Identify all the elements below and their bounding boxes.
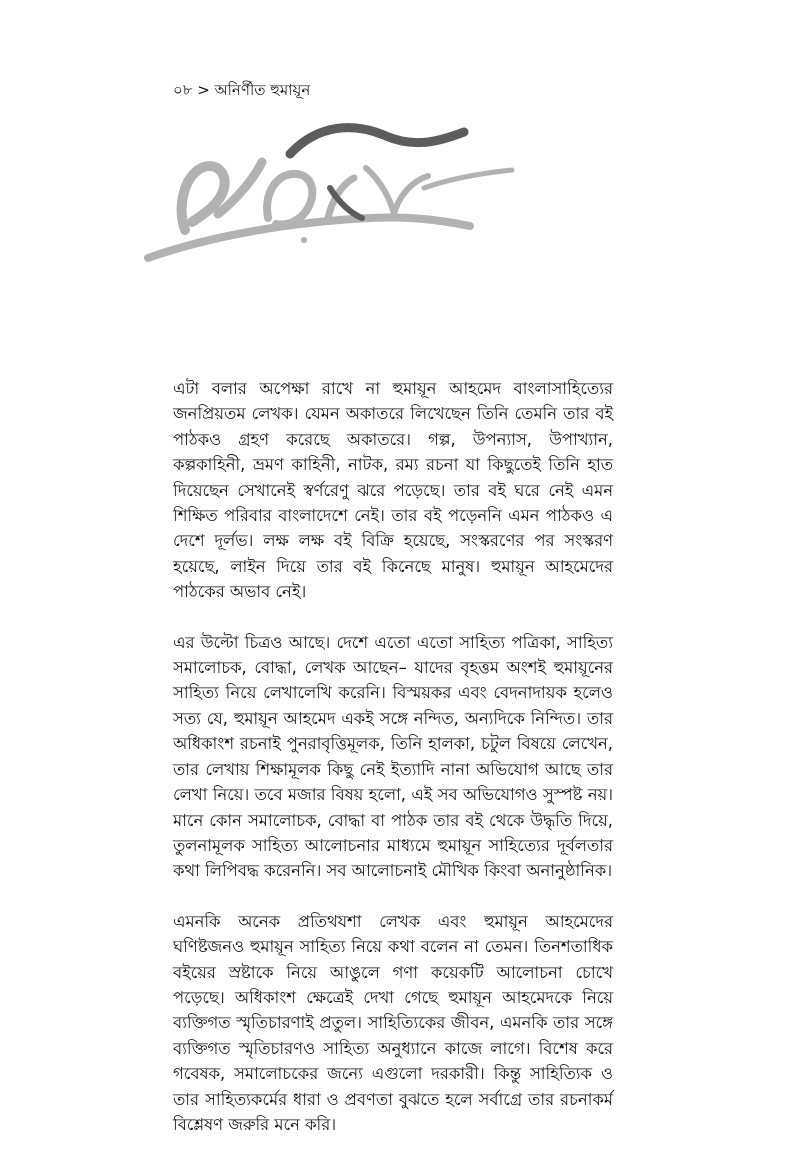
calligraphy-stroke-5 xyxy=(366,168,428,214)
paragraph-2: এর উল্টো চিত্রও আছে। দেশে এতো এতো সাহিত্য পত্রিকা, সাহিত্য সমালোচক, বোদ্ধা, লেখক আছেন– যাদের বৃহত্তম অংশই হুমায়ূনের সাহিত্য নিয়ে লেখালেখি করেনি। বিস্ময়কর এবং বেদনাদায়ক হলেও সত্য যে, হুমায়ূন আহমেদ একই সঙ্গে নন্দিত, অন্যদিকে নিন্দিত। তার অধিকাংশ রচনাই পুনরাবৃত্তিমূলক, তিনি হালকা, চটুল বিষয়ে লেখেন, তার লেখায় শিক্ষামূলক কিছু নেই ইত্যাদি নানা অভিযোগ আছে তার লেখা নিয়ে। তবে মজার বিষয় হলো, এই সব অভিযোগও সুস্পষ্ট নয়। মানে কোন সমালোচক, বোদ্ধা বা পাঠক তার বই থেকে উদ্ধৃতি দিয়ে, তুলনামূলক সাহিত্য আলোচনার মাধ্যমে হুমায়ূন সাহিত্যের দূর্বলতার কথা লিপিবদ্ধ করেননি। সব আলোচনাই মৌখিক কিংবা অনানুষ্ঠানিক। xyxy=(173,632,613,881)
paragraph-1: এটা বলার অপেক্ষা রাখে না হুমায়ূন আহমেদ বাংলাসাহিত্যের জনপ্রিয়তম লেখক। যেমন অকাতরে লিখেছেন তিনি তেমনি তার বই পাঠকও গ্রহণ করেছে অকাতরে। গল্প, উপন্যাস, উপাখ্যান, কল্পকাহিনী, ভ্রমণ কাহিনী, নাটক, রম্য রচনা যা কিছুতেই তিনি হাত দিয়েছেন সেখানেই স্বর্ণরেণু ঝরে পড়েছে। তার বই ঘরে নেই এমন শিক্ষিত পরিবার বাংলাদেশে নেই। তার বই পড়েননি এমন পাঠকও এ দেশে দূর্লভ। লক্ষ লক্ষ বই বিক্রি হয়েছে, সংস্করণের পর সংস্করণ হয়েছে, লাইন দিয়ে তার বই কিনেছে মানুষ। হুমায়ূন আহমেদের পাঠকের অভাব নেই। xyxy=(173,379,613,602)
body-text xyxy=(173,376,613,1162)
paragraph-3: এমনকি অনেক প্রতিথযশা লেখক এবং হুমায়ূন আহমেদের ঘণিষ্টজনও হুমায়ূন সাহিত্য নিয়ে কথা বলেন না তেমন। তিনশতাধিক বইয়ের স্রষ্টাকে নিয়ে আঙুলে গণা কয়েকটি আলোচনা চোখে পড়েছে। অধিকাংশ ক্ষেত্রেই দেখা গেছে হুমায়ূন আহমেদকে নিয়ে ব্যক্তিগত স্মৃতিচারণাই প্রতুল। সাহিত্যিকের জীবন, এমনকি তার সঙ্গে ব্যক্তিগত স্মৃতিচারণও সাহিত্য অনুধ্যানে কাজে লাগে। বিশেষ করে গবেষক, সমালোচকের জন্যে এগুলো দরকারী। কিন্তু সাহিত্যিক ও তার সাহিত্যকর্মের ধারা ও প্রবণতা বুঝতে হলে সর্বাগ্রে তার রচনাকর্ম বিশ্লেষণ জরুরি মনে করি। xyxy=(173,911,613,1134)
book-title: অনির্ণীত হুমায়ূন xyxy=(214,81,311,99)
header-separator: > xyxy=(197,81,210,99)
running-header xyxy=(173,79,310,104)
calligraphy-dark-stroke xyxy=(290,128,464,154)
calligraphy-stroke-6 xyxy=(424,170,512,188)
chapter-title-calligraphy xyxy=(140,118,520,268)
calligraphy-stroke-1 xyxy=(182,166,225,230)
calligraphy-dot xyxy=(301,237,307,243)
calligraphy-stroke-3 xyxy=(267,174,312,225)
page-number: ০৮ xyxy=(173,81,193,99)
calligraphy-light-strokes xyxy=(148,162,512,258)
